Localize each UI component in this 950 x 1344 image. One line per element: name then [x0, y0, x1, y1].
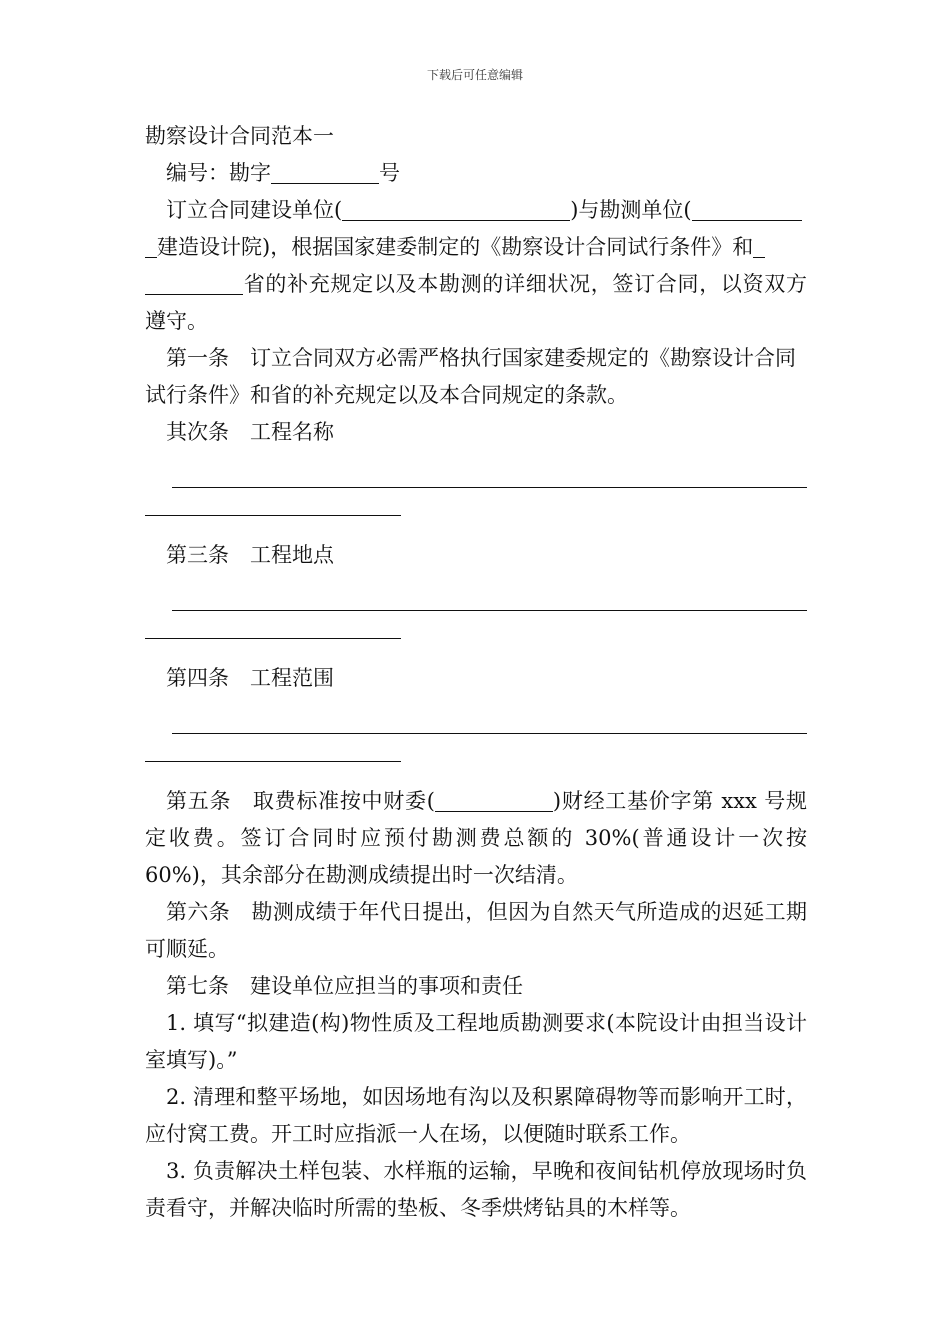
intro-text-3: 建造设计院)，根据国家建委制定的《勘察设计合同试行条件》和 — [157, 235, 754, 259]
contract-number-line — [145, 155, 807, 192]
article-5 — [145, 783, 807, 894]
article-6: 第六条 勘测成绩于年代日提出，但因为自然天气所造成的迟延工期可顺延。 — [145, 900, 807, 961]
article-1: 第一条 订立合同双方必需严格执行国家建委规定的《勘察设计合同试行条件》和省的补充规定以及本合同规定的条款。 — [145, 346, 796, 407]
surveyor-blank-cont — [145, 235, 157, 258]
project-scope-line-2 — [145, 741, 807, 783]
project-name-line-2 — [145, 495, 807, 537]
number-suffix: 号 — [379, 161, 400, 185]
surveyor-blank — [692, 198, 802, 221]
number-blank — [271, 161, 379, 184]
project-scope-line-1 — [145, 697, 807, 741]
article-2-heading: 其次条 工程名称 — [166, 420, 334, 444]
article-4-heading: 第四条 工程范围 — [166, 666, 334, 690]
project-name-line-1 — [145, 451, 807, 495]
number-prefix: 编号：勘字 — [166, 161, 271, 185]
article-7-item-2: 2. 清理和整平场地，如因场地有沟以及积累障碍物等而影响开工时，应付窝工费。开工时应指派一人在场，以便随时联系工作。 — [145, 1085, 807, 1146]
page-header: 下载后可任意编辑 — [426, 68, 523, 82]
project-location-line-1 — [145, 574, 807, 618]
finance-blank — [435, 789, 553, 812]
article-7-heading: 第七条 建设单位应担当的事项和责任 — [166, 974, 523, 998]
province-blank — [753, 235, 765, 258]
client-blank — [342, 198, 570, 221]
province-blank-cont — [145, 272, 243, 295]
intro-text-4: 省的补充规定以及本勘测的详细状况，签订合同，以资双方遵守。 — [145, 272, 807, 333]
document-title: 勘察设计合同范本一 — [145, 124, 334, 148]
article-7-item-1: 1. 填写“拟建造(构)物性质及工程地质勘测要求(本院设计由担当设计室填写)。” — [145, 1011, 807, 1072]
article-3-heading: 第三条 工程地点 — [166, 543, 334, 567]
intro-text-2: )与勘测单位( — [570, 198, 692, 222]
article-5-text-1: 第五条 取费标准按中财委( — [166, 789, 435, 813]
intro-text-1: 订立合同建设单位( — [166, 198, 343, 222]
project-location-line-2 — [145, 618, 807, 660]
article-5-text-2: )财经工基价字第 xxx 号规定收费。签订合同时应预付勘测费总额的 30%(普通设计一次按 60%)，其余部分在勘测成绩提出时一次结清。 — [145, 789, 807, 887]
intro-paragraph — [145, 192, 807, 340]
document-body — [145, 118, 807, 1227]
article-7-item-3: 3. 负责解决土样包装、水样瓶的运输，早晚和夜间钻机停放现场时负责看守，并解决临时所需的垫板、冬季烘烤钻具的木样等。 — [145, 1159, 807, 1220]
